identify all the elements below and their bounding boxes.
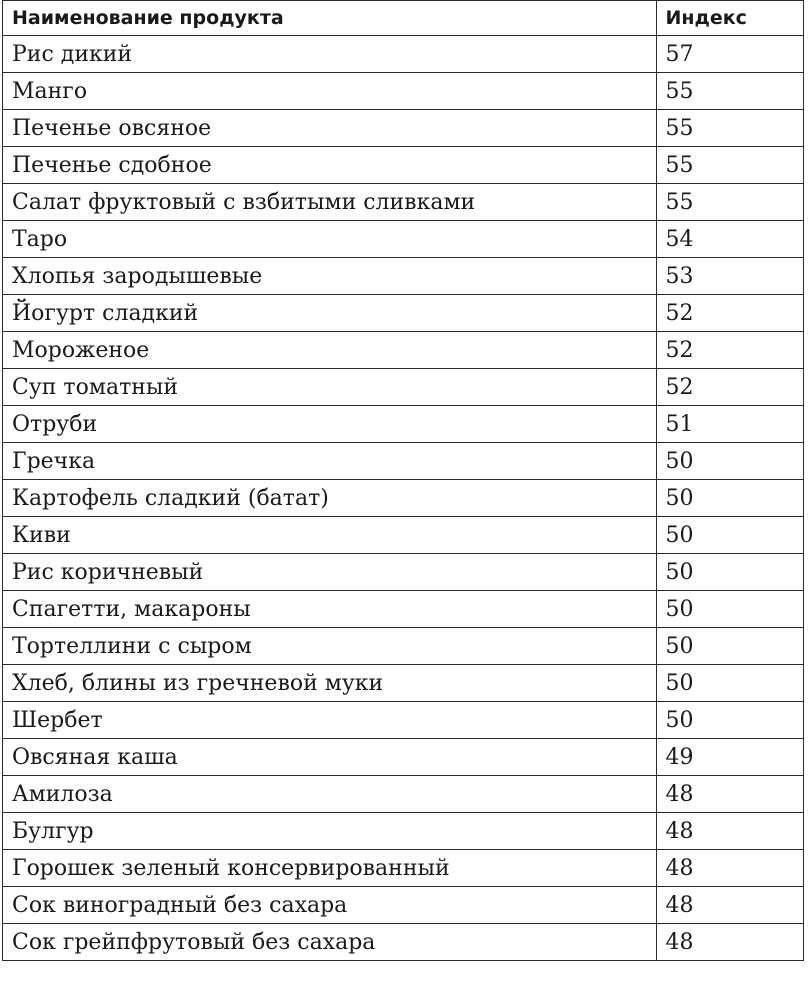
table-row	[3, 73, 804, 110]
product-name-cell: Булгур	[3, 813, 657, 850]
column-header-name: Наименование продукта	[3, 1, 657, 36]
glycemic-index-cell: 48	[656, 776, 803, 813]
product-name-cell: Манго	[3, 73, 657, 110]
glycemic-index-cell: 48	[656, 924, 803, 961]
glycemic-index-cell: 50	[656, 480, 803, 517]
table-row	[3, 517, 804, 554]
glycemic-index-cell: 50	[656, 702, 803, 739]
table-row	[3, 184, 804, 221]
glycemic-index-cell: 48	[656, 850, 803, 887]
glycemic-index-cell: 48	[656, 813, 803, 850]
table-row	[3, 739, 804, 776]
glycemic-index-cell: 50	[656, 443, 803, 480]
glycemic-index-cell: 55	[656, 73, 803, 110]
glycemic-index-cell: 50	[656, 554, 803, 591]
glycemic-index-cell: 52	[656, 369, 803, 406]
table-row	[3, 850, 804, 887]
table-row	[3, 554, 804, 591]
product-name-cell: Хлопья зародышевые	[3, 258, 657, 295]
table-row	[3, 887, 804, 924]
product-name-cell: Спагетти, макароны	[3, 591, 657, 628]
glycemic-index-table	[2, 0, 804, 961]
table-row	[3, 369, 804, 406]
table-row	[3, 406, 804, 443]
glycemic-index-cell: 55	[656, 147, 803, 184]
table-row	[3, 332, 804, 369]
glycemic-index-cell: 50	[656, 517, 803, 554]
table-row	[3, 776, 804, 813]
product-name-cell: Печенье овсяное	[3, 110, 657, 147]
glycemic-index-cell: 50	[656, 628, 803, 665]
product-name-cell: Отруби	[3, 406, 657, 443]
table-row	[3, 443, 804, 480]
product-name-cell: Шербет	[3, 702, 657, 739]
product-name-cell: Рис дикий	[3, 36, 657, 73]
glycemic-index-cell: 51	[656, 406, 803, 443]
table-row	[3, 591, 804, 628]
table-row	[3, 147, 804, 184]
product-name-cell: Йогурт сладкий	[3, 295, 657, 332]
column-header-index: Индекс	[656, 1, 803, 36]
table-header-row	[3, 1, 804, 36]
glycemic-index-cell: 54	[656, 221, 803, 258]
product-name-cell: Суп томатный	[3, 369, 657, 406]
table-body	[3, 36, 804, 961]
table-row	[3, 702, 804, 739]
table-row	[3, 221, 804, 258]
glycemic-index-cell: 48	[656, 887, 803, 924]
glycemic-index-cell: 52	[656, 295, 803, 332]
product-name-cell: Горошек зеленый консервированный	[3, 850, 657, 887]
table-row	[3, 295, 804, 332]
glycemic-index-cell: 49	[656, 739, 803, 776]
glycemic-index-cell: 52	[656, 332, 803, 369]
table-row	[3, 628, 804, 665]
product-name-cell: Картофель сладкий (батат)	[3, 480, 657, 517]
glycemic-index-cell: 50	[656, 665, 803, 702]
table-row	[3, 110, 804, 147]
product-name-cell: Гречка	[3, 443, 657, 480]
product-name-cell: Тортеллини с сыром	[3, 628, 657, 665]
table-row	[3, 813, 804, 850]
glycemic-index-cell: 57	[656, 36, 803, 73]
table-row	[3, 258, 804, 295]
product-name-cell: Овсяная каша	[3, 739, 657, 776]
product-name-cell: Рис коричневый	[3, 554, 657, 591]
glycemic-index-cell: 53	[656, 258, 803, 295]
product-name-cell: Мороженое	[3, 332, 657, 369]
glycemic-index-cell: 55	[656, 110, 803, 147]
product-name-cell: Амилоза	[3, 776, 657, 813]
product-name-cell: Сок грейпфрутовый без сахара	[3, 924, 657, 961]
product-name-cell: Сок виноградный без сахара	[3, 887, 657, 924]
table-row	[3, 36, 804, 73]
table-row	[3, 480, 804, 517]
product-name-cell: Хлеб, блины из гречневой муки	[3, 665, 657, 702]
glycemic-index-cell: 55	[656, 184, 803, 221]
product-name-cell: Киви	[3, 517, 657, 554]
table-row	[3, 924, 804, 961]
product-name-cell: Печенье сдобное	[3, 147, 657, 184]
product-name-cell: Таро	[3, 221, 657, 258]
product-name-cell: Салат фруктовый с взбитыми сливками	[3, 184, 657, 221]
table-row	[3, 665, 804, 702]
glycemic-index-cell: 50	[656, 591, 803, 628]
